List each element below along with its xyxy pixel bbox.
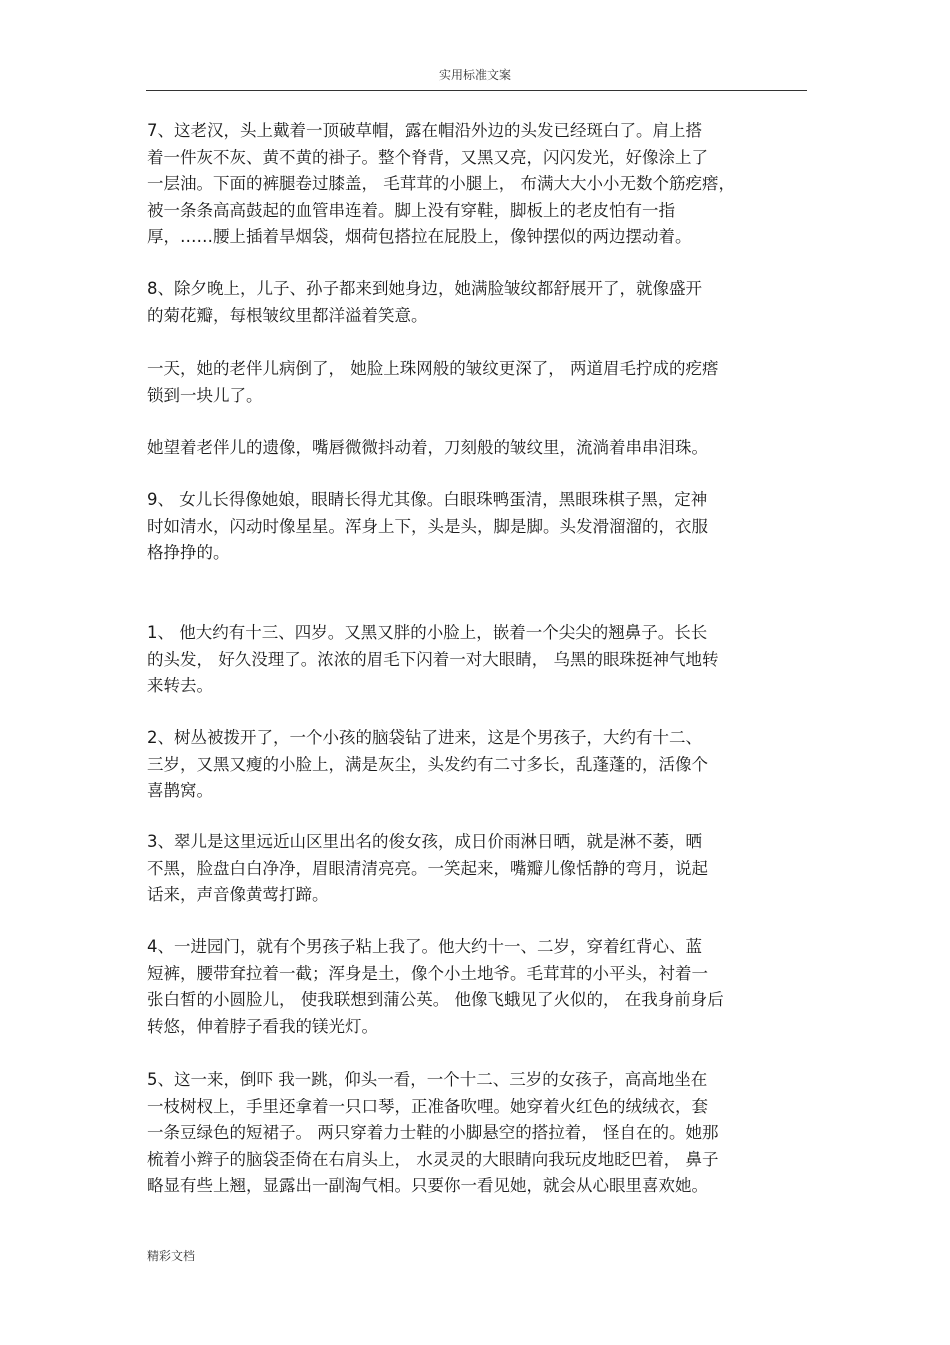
paragraph-9 bbox=[147, 487, 807, 567]
text-line: 梳着小辫子的脑袋歪倚在右肩头上， 水灵灵的大眼睛向我玩皮地眨巴着， 鼻子 bbox=[147, 1149, 719, 1169]
paragraph-8 bbox=[147, 276, 807, 329]
text-line: 3、翠儿是这里远近山区里出名的俊女孩，成日价雨淋日晒，就是淋不萎，晒 bbox=[147, 832, 702, 851]
text-line: 5、这一来，倒吓 我一跳，仰头一看，一个十二、三岁的女孩子，高高地坐在 bbox=[147, 1070, 708, 1089]
text-line: 的头发， 好久没理了。浓浓的眉毛下闪着一对大眼睛， 乌黑的眼珠挺神气地转 bbox=[147, 649, 719, 669]
text-line: 不黑，脸盘白白净净，眉眼清清亮亮。一笑起来，嘴瓣儿像恬静的弯月，说起 bbox=[147, 858, 708, 878]
text-line: 4、一进园门，就有个男孩子粘上我了。他大约十一、二岁，穿着红背心、蓝 bbox=[147, 937, 702, 956]
text-line: 一层油。下面的裤腿卷过膝盖， 毛茸茸的小腿上， 布满大大小小无数个筋疙瘩， bbox=[147, 174, 735, 193]
text-line: 的菊花瓣，每根皱纹里都洋溢着笑意。 bbox=[147, 305, 428, 325]
text-line: 时如清水，闪动时像星星。浑身上下，头是头，脚是脚。头发滑溜溜的，衣服 bbox=[147, 516, 708, 536]
page-footer-label: 精彩文档 bbox=[147, 1249, 196, 1263]
paragraph-7 bbox=[147, 118, 807, 251]
text-line: 转悠，伸着脖子看我的镁光灯。 bbox=[147, 1016, 378, 1036]
text-line: 喜鹊窝。 bbox=[147, 781, 213, 800]
paragraph-3 bbox=[147, 829, 807, 909]
text-line: 着一件灰不灰、黄不黄的褂子。整个脊背，又黑又亮，闪闪发光，好像涂上了 bbox=[147, 147, 708, 167]
page-header-title: 实用标准文案 bbox=[438, 68, 511, 82]
header-divider bbox=[146, 90, 807, 91]
paragraph-1 bbox=[147, 620, 807, 700]
text-line: 一天，她的老伴儿病倒了， 她脸上珠网般的皱纹更深了， 两道眉毛拧成的疙瘩 bbox=[147, 359, 719, 378]
text-line: 格挣挣的。 bbox=[147, 543, 230, 562]
text-line: 锁到一块儿了。 bbox=[147, 385, 263, 405]
text-line: 短裤，腰带耷拉着一截；浑身是土，像个小土地爷。毛茸茸的小平头，衬着一 bbox=[147, 963, 708, 983]
text-line: 9、 女儿长得像她娘，眼睛长得尤其像。白眼珠鸭蛋清，黑眼珠棋子黑，定神 bbox=[147, 490, 708, 509]
text-line: 1、 他大约有十三、四岁。又黑又胖的小脸上，嵌着一个尖尖的翘鼻子。长长 bbox=[147, 623, 708, 642]
text-line: 来转去。 bbox=[147, 676, 213, 695]
text-line: 7、这老汉，头上戴着一顶破草帽，露在帽沿外边的头发已经斑白了。肩上搭 bbox=[147, 121, 702, 140]
paragraph-5 bbox=[147, 1067, 807, 1200]
text-line: 一条豆绿色的短裙子。 两只穿着力士鞋的小脚悬空的搭拉着， 怪自在的。她那 bbox=[147, 1123, 719, 1142]
paragraph-wrinkles bbox=[147, 356, 807, 409]
paragraph-2 bbox=[147, 725, 807, 805]
text-line: 张白皙的小圆脸儿， 使我联想到蒲公英。 他像飞蛾见了火似的， 在我身前身后 bbox=[147, 990, 724, 1009]
text-line: 8、除夕晚上，儿子、孙子都来到她身边，她满脸皱纹都舒展开了，就像盛开 bbox=[147, 279, 702, 298]
text-line: 被一条条高高鼓起的血管串连着。脚上没有穿鞋，脚板上的老皮怕有一指 bbox=[147, 200, 675, 220]
text-line: 她望着老伴儿的遗像，嘴唇微微抖动着，刀刻般的皱纹里，流淌着串串泪珠。 bbox=[147, 438, 708, 457]
paragraph-4 bbox=[147, 934, 807, 1040]
text-line: 话来，声音像黄莺打蹄。 bbox=[147, 885, 329, 904]
text-line: 一枝树杈上，手里还拿着一只口琴，正准备吹哩。她穿着火红色的绒绒衣，套 bbox=[147, 1096, 708, 1116]
text-line: 2、树丛被拨开了，一个小孩的脑袋钻了进来，这是个男孩子，大约有十二、 bbox=[147, 728, 702, 747]
paragraph-portrait bbox=[147, 435, 807, 462]
text-line: 三岁，又黑又瘦的小脸上，满是灰尘，头发约有二寸多长，乱蓬蓬的，活像个 bbox=[147, 754, 708, 774]
text-line: 厚，……腰上插着旱烟袋，烟荷包搭拉在屁股上，像钟摆似的两边摆动着。 bbox=[147, 227, 692, 246]
text-line: 略显有些上翘，显露出一副淘气相。只要你一看见她，就会从心眼里喜欢她。 bbox=[147, 1176, 708, 1195]
